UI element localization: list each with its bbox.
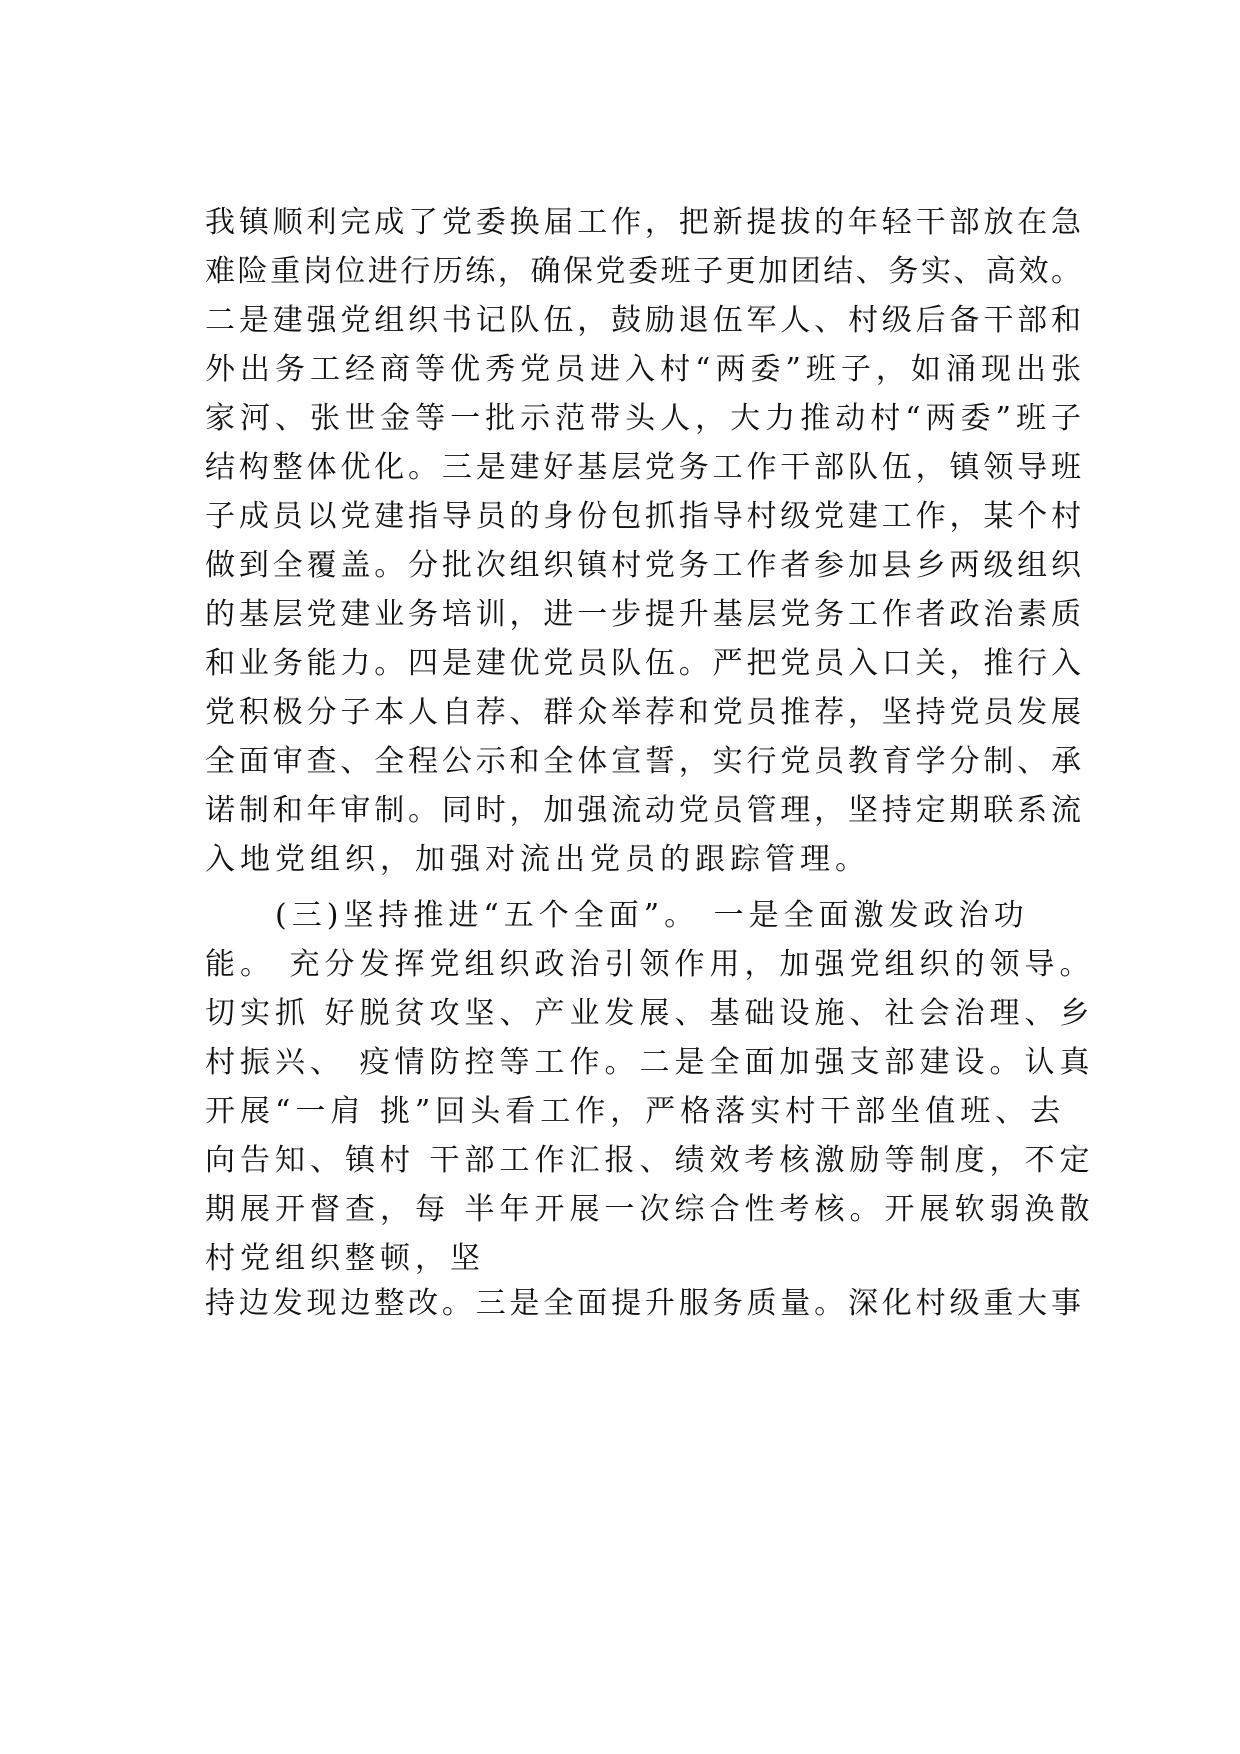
- text-line: 期展开督查，每 半年开展一次综合性考核。开展软弱涣散: [205, 1192, 1095, 1227]
- text-line: 持边发现边整改。三是全面提升服务质量。深化村级重大事: [205, 1286, 1081, 1321]
- text-line: 结构整体优化。三是建好基层党务工作干部队伍，镇领导班: [205, 450, 1081, 485]
- text-line: 向告知、镇村 干部工作汇报、绩效考核激励等制度，不定: [205, 1143, 1095, 1178]
- text-line: 二是建强党组织书记队伍，鼓励退伍军人、村级后备干部和: [205, 303, 1081, 338]
- text-line: 的基层党建业务培训，进一步提升基层党务工作者政治素质: [205, 597, 1081, 632]
- text-line: 和业务能力。四是建优党员队伍。严把党员入口关，推行入: [205, 646, 1081, 681]
- text-line: 外出务工经商等优秀党员进入村“两委”班子，如涌现出张: [205, 352, 1081, 387]
- text-line: 入地党组织，加强对流出党员的跟踪管理。: [205, 842, 870, 877]
- text-line: 全面审查、全程公示和全体宣誓，实行党员教育学分制、承: [205, 744, 1081, 779]
- text-line: 村党组织整顿，坚: [205, 1241, 485, 1276]
- text-line: 切实抓 好脱贫攻坚、产业发展、基础设施、社会治理、乡: [205, 996, 1095, 1031]
- text-line: 做到全覆盖。分批次组织镇村党务工作者参加县乡两级组织: [205, 548, 1081, 583]
- text-line: 子成员以党建指导员的身份包抓指导村级党建工作，某个村: [205, 499, 1081, 534]
- text-line: 党积极分子本人自荐、群众举荐和党员推荐，坚持党员发展: [205, 695, 1081, 730]
- text-line: 村振兴、 疫情防控等工作。二是全面加强支部建设。认真: [205, 1045, 1095, 1080]
- text-line: 我镇顺利完成了党委换届工作，把新提拔的年轻干部放在急: [205, 205, 1081, 240]
- text-line: 难险重岗位进行历练，确保党委班子更加团结、务实、高效。: [205, 254, 1081, 289]
- text-line: 家河、张世金等一批示范带头人，大力推动村“两委”班子: [205, 401, 1081, 436]
- text-line: 诺制和年审制。同时，加强流动党员管理，坚持定期联系流: [205, 793, 1081, 828]
- text-line: 能。 充分发挥党组织政治引领作用，加强党组织的领导。: [205, 947, 1095, 982]
- section-heading-line: (三)坚持推进“五个全面”。 一是全面激发政治功: [205, 898, 1029, 933]
- text-line: 开展“一肩 挑”回头看工作，严格落实村干部坐值班、去: [205, 1094, 1066, 1129]
